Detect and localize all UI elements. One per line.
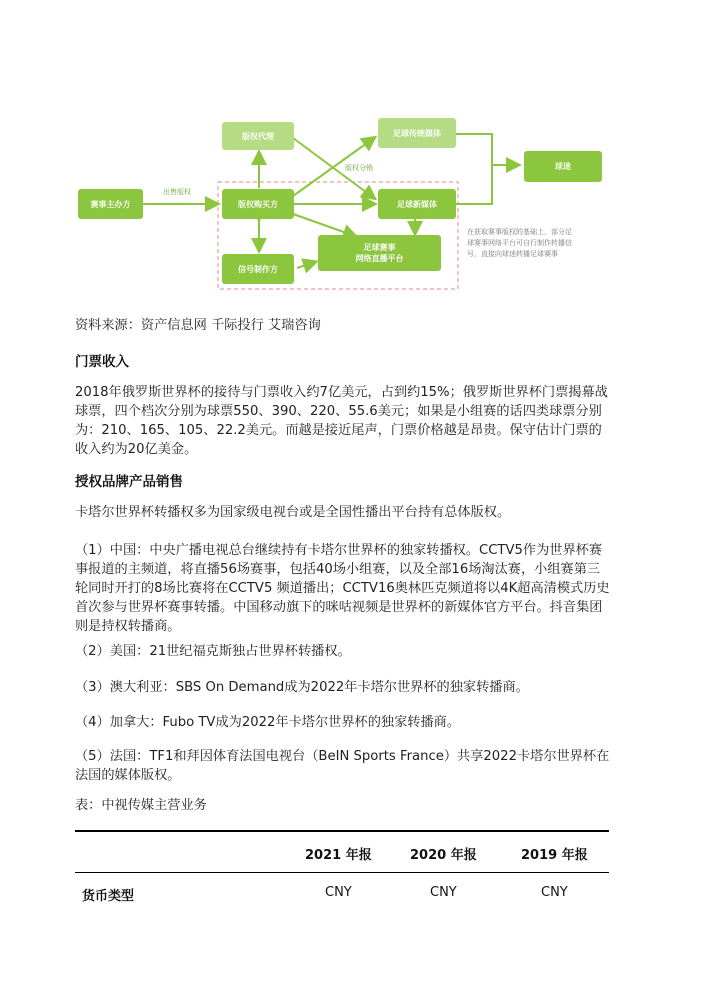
- section-title-ticket-revenue: 门票收入: [75, 354, 129, 370]
- label-sell-rights: 出售版权: [163, 188, 191, 196]
- para-line: 球票，四个档次分别为球票550、390、220、55.6美元；如果是小组赛的话四类球票分别: [75, 404, 602, 419]
- para-line: 则是持权转播商。: [75, 619, 181, 634]
- arrow-buyer-to-platform: [293, 214, 355, 236]
- australia-paragraph: （3）澳大利亚：SBS On Demand成为2022年卡塔尔世界杯的独家转播商。: [75, 680, 529, 695]
- france-paragraph: [75, 747, 640, 785]
- table-header-2021: 2021 年报: [305, 848, 372, 863]
- platform-line-1: 足球赛事: [363, 243, 396, 252]
- para-line: 法国的媒体版权。: [75, 768, 181, 783]
- para-line: 首次参与世界杯赛事转播。中国移动旗下的咪咕视频是世界杯的新媒体官方平台。抖音集团: [75, 600, 603, 615]
- table-header-2019: 2019 年报: [521, 848, 588, 863]
- node-football-tv-media: 足球传统媒体: [378, 118, 456, 148]
- table-header-2020: 2020 年报: [410, 848, 477, 863]
- note-line-2: 球赛事网络平台可自行制作转播信: [467, 239, 572, 247]
- node-rights-agent: 版权代理: [222, 122, 294, 150]
- arrow-signal-to-platform: [297, 262, 315, 268]
- licensing-intro: 卡塔尔世界杯转播权多为国家级电视台或是全国性播出平台持有总体版权。: [75, 505, 511, 520]
- table-caption: 表：中视传媒主营业务: [75, 798, 207, 813]
- node-fans: 球迷: [524, 151, 602, 182]
- table-header-rule: [75, 872, 609, 873]
- note-line-3: 号，直接向球迷转播足球赛事: [467, 250, 558, 258]
- cell-2021: CNY: [325, 885, 352, 900]
- cell-2020: CNY: [430, 885, 457, 900]
- para-line: 为：210、165、105、22.2美元。而越是接近尾声，门票价格越是昂贵。保守估计门票的: [75, 423, 602, 438]
- para-line: 事报道的主频道，将直播56场赛事，包括40场小组赛，以及全部16场淘汰赛，小组赛第三: [75, 562, 601, 577]
- label-rights-distribution: 版权分销: [345, 164, 373, 172]
- diagram-note: [467, 227, 572, 260]
- para-line: （1）中国：中央广播电视总台继续持有卡塔尔世界杯的独家转播权。CCTV5作为世界杯赛: [75, 543, 603, 558]
- node-football-new-media: 足球新媒体: [378, 189, 456, 219]
- node-rights-buyer: 版权购买方: [222, 189, 294, 219]
- para-line: 2018年俄罗斯世界杯的接待与门票收入约7亿美元，占到约15%；俄罗斯世界杯门票揭幕战: [75, 385, 608, 400]
- para-line: （5）法国：TF1和拜因体育法国电视台（BeIN Sports France）共享2022卡塔尔世界杯在: [75, 749, 610, 764]
- platform-line-2: 网络直播平台: [355, 254, 404, 263]
- section-title-licensing: 授权品牌产品销售: [75, 474, 183, 490]
- arrow-newmedia-to-fans: [456, 165, 492, 204]
- arrow-tv-to-fans: [456, 134, 518, 165]
- para-line: 轮同时开打的8场比赛将在CCTV5 频道播出；CCTV16奥林匹克频道将以4K超高清模式历史: [75, 581, 610, 596]
- note-line-1: 在获取赛事版权的基础上，部分足: [467, 228, 572, 236]
- table-top-rule: [75, 830, 609, 832]
- node-online-platform: [318, 235, 441, 271]
- cell-2019: CNY: [541, 885, 568, 900]
- row-label-currency: 货币类型: [82, 889, 135, 904]
- source-line: 资料来源：资产信息网 千际投行 艾瑞咨询: [75, 318, 321, 333]
- node-event-owner: 赛事主办方: [78, 189, 143, 219]
- para-line: 收入约为20亿美金。: [75, 442, 198, 457]
- node-signal-producer: 信号制作方: [222, 254, 294, 284]
- ticket-revenue-paragraph: [75, 383, 640, 459]
- canada-paragraph: （4）加拿大：Fubo TV成为2022年卡塔尔世界杯的独家转播商。: [75, 715, 461, 730]
- industry-chain-diagram: [0, 0, 710, 300]
- usa-paragraph: （2）美国：21世纪福克斯独占世界杯转播权。: [75, 644, 351, 659]
- china-paragraph: [75, 541, 640, 636]
